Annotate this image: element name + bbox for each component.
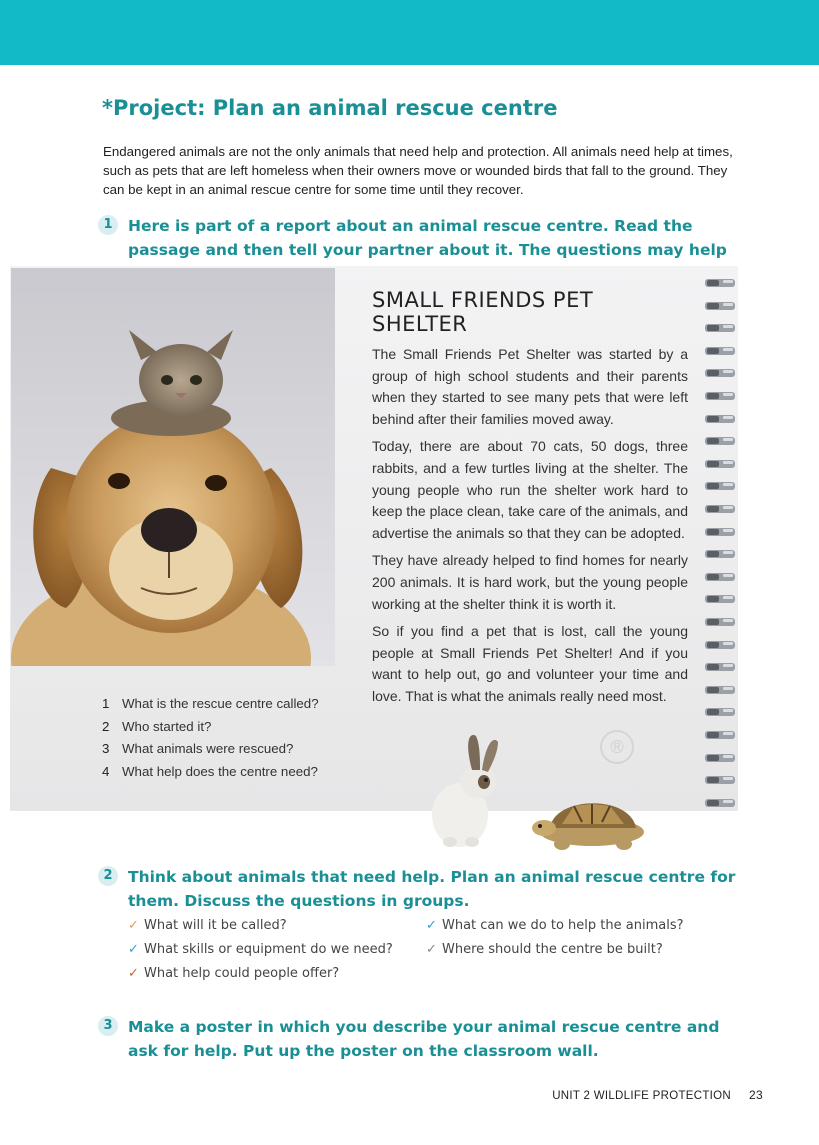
task-2-instruction: Think about animals that need help. Plan an animal rescue centre for them. Discuss the questions in groups. xyxy=(128,868,736,910)
intro-paragraph: Endangered animals are not the only animals that need help and protection. All animals need help at times, such as pets that are left homeless when their owners move or wounded birds that fall to the ground. They can be kept in an animal rescue centre for some time until they recover. xyxy=(103,144,733,197)
binding-ring xyxy=(704,366,738,378)
turtle-image xyxy=(532,784,652,859)
page-number: 23 xyxy=(749,1088,763,1102)
binding-ring xyxy=(704,660,738,672)
binding-ring xyxy=(704,276,738,288)
binding-ring xyxy=(704,615,738,627)
registered-mark: ® xyxy=(600,730,634,764)
rabbit-image xyxy=(420,730,510,855)
page-footer xyxy=(552,1088,763,1102)
check-icon: ✓ xyxy=(128,966,139,981)
binding-ring xyxy=(704,389,738,401)
binding-ring xyxy=(704,321,738,333)
checklist-item: ✓ Where should the centre be built? xyxy=(426,942,663,957)
check-icon: ✓ xyxy=(128,918,139,933)
question-item: 3 What animals were rescued? xyxy=(102,741,294,757)
article-paragraph: Today, there are about 70 cats, 50 dogs, three rabbits, and a few turtles living at the shelter. The young people who run the shelter work hard to keep the place clean, take care of the animals, and advertise the animals so that they can be adopted. xyxy=(372,438,688,541)
task-1-instruction: Here is part of a report about an animal rescue centre. Read the passage and then tell your partner about it. The questions may help xyxy=(128,217,727,259)
question-item: 1 What is the rescue centre called? xyxy=(102,696,319,711)
binding-ring xyxy=(704,705,738,717)
task-3-number: 3 xyxy=(98,1016,118,1036)
binding-ring xyxy=(704,299,738,311)
binding-ring xyxy=(704,547,738,559)
checklist-item: ✓ What help could people offer? xyxy=(128,966,340,981)
binding-ring xyxy=(704,592,738,604)
binding-ring xyxy=(704,525,738,537)
report-article xyxy=(372,288,688,714)
guide-questions xyxy=(102,693,352,783)
article-paragraph: So if you find a pet that is lost, call the young people at Small Friends Pet Shelter! And if you want to help out, go and volunteer your time and love. That is what the animals really need most. xyxy=(372,623,688,704)
unit-label: UNIT 2 WILDLIFE PROTECTION xyxy=(552,1090,732,1102)
spiral-binding xyxy=(704,272,744,812)
task-1-number: 1 xyxy=(98,215,118,235)
article-paragraph: The Small Friends Pet Shelter was started by a group of high school students and their parents when they started to see many pets that were left behind after their families moved away. xyxy=(372,346,688,427)
question-item: 2 Who started it? xyxy=(102,718,212,734)
check-icon: ✓ xyxy=(128,942,139,957)
checklist-item: ✓ What will it be called? xyxy=(128,918,287,933)
binding-ring xyxy=(704,683,738,695)
binding-ring xyxy=(704,434,738,446)
binding-ring xyxy=(704,457,738,469)
binding-ring xyxy=(704,412,738,424)
article-paragraph: They have already helped to find homes for nearly 200 animals. It is hard work, but the young people working at the shelter think it is worth it. xyxy=(372,552,688,612)
task-2-number: 2 xyxy=(98,866,118,886)
top-color-bar xyxy=(0,0,819,65)
question-item: 4 What help does the centre need? xyxy=(102,763,318,779)
binding-ring xyxy=(704,502,738,514)
check-icon: ✓ xyxy=(426,918,437,933)
binding-ring xyxy=(704,638,738,650)
check-icon: ✓ xyxy=(426,942,437,957)
binding-ring xyxy=(704,728,738,740)
binding-ring xyxy=(704,751,738,763)
task-2 xyxy=(98,865,738,913)
binding-ring xyxy=(704,773,738,785)
dog-and-kitten-photo xyxy=(11,268,335,666)
checklist-item: ✓ What skills or equipment do we need? xyxy=(128,942,393,957)
binding-ring xyxy=(704,570,738,582)
task-3 xyxy=(98,1015,738,1063)
binding-ring xyxy=(704,479,738,491)
checklist-item: ✓ What can we do to help the animals? xyxy=(426,918,684,933)
page-title: *Project: Plan an animal rescue centre xyxy=(102,96,558,120)
article-title: SMALL FRIENDS PET SHELTER xyxy=(372,288,594,336)
binding-ring xyxy=(704,344,738,356)
task-3-instruction: Make a poster in which you describe your animal rescue centre and ask for help. Put up the poster on the classroom wall. xyxy=(128,1018,720,1060)
binding-ring xyxy=(704,796,738,808)
